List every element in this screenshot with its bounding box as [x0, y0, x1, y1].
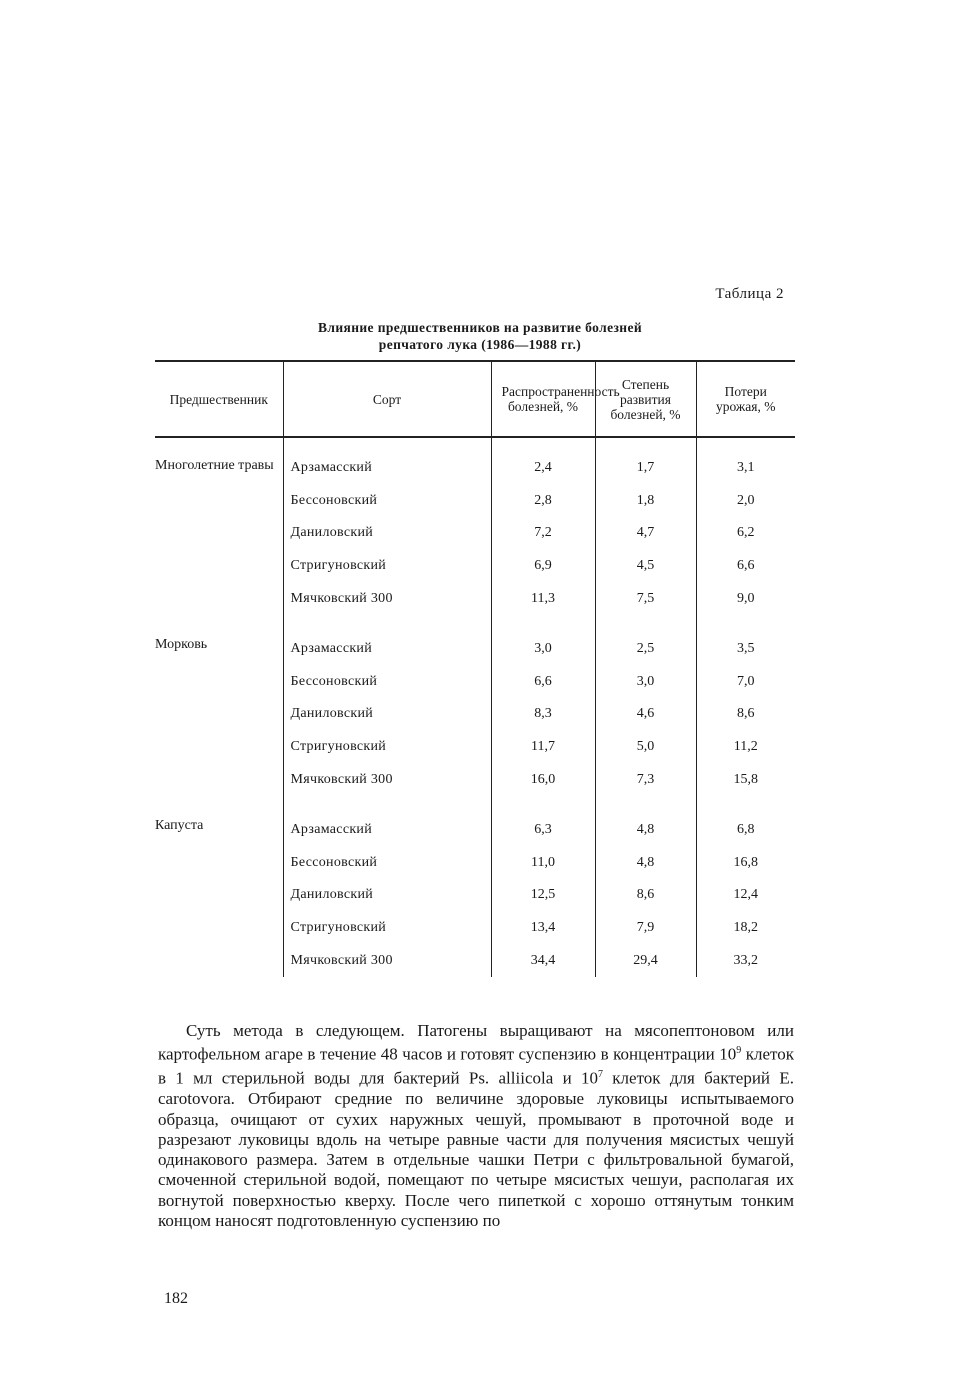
table-row — [155, 633, 795, 666]
variety-cell: Даниловский — [283, 698, 491, 731]
body-text-part-2: клеток в 1 мл стерильной воды для бактерий Ps. alliicola и 10 — [158, 1044, 794, 1088]
header-predecessor: Предшественник — [155, 361, 283, 437]
prevalence-cell: 11,7 — [491, 731, 595, 764]
prevalence-cell: 2,8 — [491, 485, 595, 518]
prevalence-cell: 8,3 — [491, 698, 595, 731]
table-title — [200, 319, 760, 353]
variety-cell: Даниловский — [283, 517, 491, 550]
predecessor-cell: Многолетние травы — [155, 458, 274, 473]
predecessor-cell: Капуста — [155, 817, 204, 833]
header-yield-loss: Потери урожая, % — [696, 361, 795, 437]
body-paragraph — [158, 1021, 794, 1231]
variety-cell: Даниловский — [283, 879, 491, 912]
variety-cell: Стригуновский — [283, 731, 491, 764]
header-severity: Степень развития болезней, % — [595, 361, 696, 437]
body-text-superscript-2: 7 — [597, 1069, 603, 1081]
variety-cell: Арзамасский — [283, 437, 491, 485]
body-text-part-3: клеток для бактерий E. carotovora. Отбирают средние по величине здоровые луковицы испытываемого образца, очищают от сухих наружных чешуй, промывают в проточной воде и разрезают луковицы вдоль на четыре равные части для получения мясистых чешуй одинакового размера. Затем в отдельные чашки Петри с фильтровальной бумагой, смоченной стерильной водой, помещают по четыре мясистых чешуи, располагая их вогнутой поверхностью кверху. После чего пипеткой с хорошо оттянутым тонким концом наносят подготовленную суспензию по — [158, 1068, 794, 1230]
table-title-line-2: репчатого лука (1986—1988 гг.) — [378, 337, 582, 352]
prevalence-cell: 7,2 — [491, 517, 595, 550]
variety-cell: Мячковский 300 — [283, 944, 491, 977]
table-row — [155, 437, 795, 485]
prevalence-cell: 6,6 — [491, 666, 595, 699]
variety-cell: Мячковский 300 — [283, 763, 491, 796]
table-row — [155, 814, 795, 847]
yield-loss-cell: 15,8 — [696, 763, 795, 796]
yield-loss-cell: 18,2 — [696, 912, 795, 945]
prevalence-cell: 34,4 — [491, 944, 595, 977]
yield-loss-cell: 9,0 — [696, 582, 795, 615]
table-header-row — [155, 361, 795, 437]
table-label: Таблица 2 — [715, 286, 784, 302]
variety-cell: Бессоновский — [283, 847, 491, 880]
page-number: 182 — [164, 1290, 188, 1307]
table-body — [155, 437, 795, 977]
yield-loss-cell: 33,2 — [696, 944, 795, 977]
prevalence-cell: 6,9 — [491, 550, 595, 583]
yield-loss-cell: 6,8 — [696, 814, 795, 847]
severity-cell: 3,0 — [595, 666, 696, 699]
severity-cell: 4,8 — [595, 814, 696, 847]
variety-cell: Стригуновский — [283, 550, 491, 583]
severity-cell: 29,4 — [595, 944, 696, 977]
severity-cell: 1,7 — [595, 437, 696, 485]
prevalence-cell: 11,0 — [491, 847, 595, 880]
severity-cell: 7,3 — [595, 763, 696, 796]
severity-cell: 5,0 — [595, 731, 696, 764]
yield-loss-cell: 7,0 — [696, 666, 795, 699]
header-prevalence: Распространенность болезней, % — [491, 361, 595, 437]
group-separator — [155, 796, 795, 814]
yield-loss-cell: 6,6 — [696, 550, 795, 583]
prevalence-cell: 11,3 — [491, 582, 595, 615]
yield-loss-cell: 16,8 — [696, 847, 795, 880]
prevalence-cell: 12,5 — [491, 879, 595, 912]
severity-cell: 7,5 — [595, 582, 696, 615]
yield-loss-cell: 3,1 — [696, 437, 795, 485]
body-text — [158, 1021, 794, 1231]
yield-loss-cell: 8,6 — [696, 698, 795, 731]
yield-loss-cell: 12,4 — [696, 879, 795, 912]
severity-cell: 4,8 — [595, 847, 696, 880]
variety-cell: Арзамасский — [283, 814, 491, 847]
yield-loss-cell: 6,2 — [696, 517, 795, 550]
severity-cell: 4,5 — [595, 550, 696, 583]
yield-loss-cell: 11,2 — [696, 731, 795, 764]
header-variety: Сорт — [283, 361, 491, 437]
variety-cell: Бессоновский — [283, 485, 491, 518]
variety-cell: Бессоновский — [283, 666, 491, 699]
prevalence-cell: 13,4 — [491, 912, 595, 945]
predecessors-table — [155, 360, 795, 977]
severity-cell: 8,6 — [595, 879, 696, 912]
severity-cell: 1,8 — [595, 485, 696, 518]
predecessor-cell: Морковь — [155, 636, 208, 652]
yield-loss-cell: 3,5 — [696, 633, 795, 666]
body-text-superscript-1: 9 — [736, 1045, 742, 1057]
severity-cell: 7,9 — [595, 912, 696, 945]
variety-cell: Арзамасский — [283, 633, 491, 666]
severity-cell: 2,5 — [595, 633, 696, 666]
severity-cell: 4,6 — [595, 698, 696, 731]
variety-cell: Мячковский 300 — [283, 582, 491, 615]
prevalence-cell: 6,3 — [491, 814, 595, 847]
prevalence-cell: 3,0 — [491, 633, 595, 666]
severity-cell: 4,7 — [595, 517, 696, 550]
yield-loss-cell: 2,0 — [696, 485, 795, 518]
body-text-part-1: Суть метода в следующем. Патогены выращивают на мясопептоновом или картофельном агаре в течение 48 часов и готовят суспензию в концентрации 10 — [158, 1021, 794, 1064]
group-separator — [155, 615, 795, 633]
variety-cell: Стригуновский — [283, 912, 491, 945]
prevalence-cell: 2,4 — [491, 437, 595, 485]
table-title-line-1: Влияние предшественников на развитие болезней — [317, 320, 643, 335]
prevalence-cell: 16,0 — [491, 763, 595, 796]
